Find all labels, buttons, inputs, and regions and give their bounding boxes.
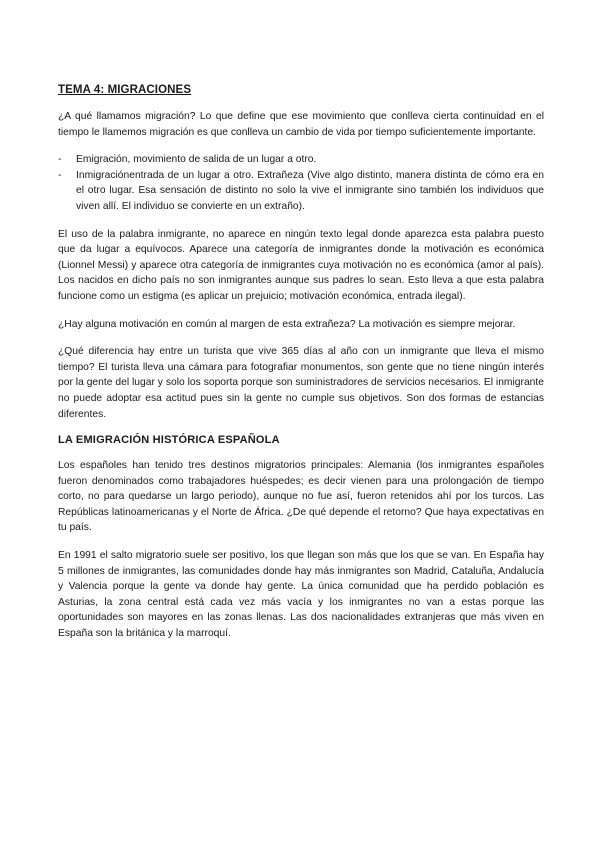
definitions-list (58, 152, 544, 214)
immigrant-term-paragraph: El uso de la palabra inmigrante, no aparece en ningún texto legal donde aparezca esta palabra puesto que da lugar a equívocos. Aparece una categoría de inmigrantes donde la motivación es económica (Lionnel Messi) y aparece otra categoría de inmigrantes cuya motivación no es económica (amor al país). Los nacidos en dicho país no son inmigrantes aunque sus padres lo sean. Esto lleva a que esta palabra funcione como un estigma (es aplicar un prejuicio; motivación económica, entrada ilegal). (58, 228, 544, 302)
intro-paragraph: ¿A qué llamamos migración? Lo que define que ese movimiento que conlleva cierta continuidad en el tiempo le llamemos migración es que conlleva un cambio de vida por tiempo suficientemente importante. (58, 111, 544, 138)
dash-marker: - (58, 154, 62, 166)
list-item-text: Inmigraciónentrada de un lugar a otro. Extrañeza (Vive algo distinto, manera distinta de cómo era en el otro lugar. Esa sensación de distinto no solo la vive el inmigrante sino también los individuos que viven allí. El individuo se convierte en un extraño). (76, 169, 544, 212)
list-item (58, 152, 544, 168)
tourist-paragraph: ¿Qué diferencia hay entre un turista que vive 365 días al año con un inmigrante que lleva el mismo tiempo? El turista lleva una cámara para fotografiar monumentos, son gente que no tiene ningún interés por la gente del lugar y solo los soporta porque son suministradores de servicios necesarios. El inmigrante no puede adoptar esa actitud pues sin la gente no cumple sus objetivos. Son dos formas de estancias diferentes. (58, 346, 544, 420)
section-heading: LA EMIGRACIÓN HISTÓRICA ESPAÑOLA (58, 434, 280, 447)
list-item-text: Emigración, movimiento de salida de un lugar a otro. (76, 154, 317, 166)
year-1991-paragraph: En 1991 el salto migratorio suele ser positivo, los que llegan son más que los que se van. En España hay 5 millones de inmigrantes, las comunidades donde hay más inmigrantes son Madrid, Cataluña, Andalucía y Valencia porque la gente va donde hay gente. La única comunidad que ha perdido población es Asturias, la zona central está cada vez más vacía y los inmigrantes no van a estas porque las oportunidades son mayores en las zonas llenas. Las dos nacionalidades extranjeras que más viven en España son la británica y la marroquí. (58, 550, 544, 640)
motivation-paragraph: ¿Hay alguna motivación en común al margen de esta extrañeza? La motivación es siempre mejorar. (58, 318, 516, 330)
destinations-paragraph: Los españoles han tenido tres destinos migratorios principales: Alemania (los inmigrantes españoles fueron denominados como trabajadores huéspedes; es decir vienen para una prolongación de tiempo corto, no para quedarse un largo periodo), aunque no fue así, fueron retenidos ahí por los turcos. Las Repúblicas latinoamericanas y el Norte de África. ¿De qué depende el retorno? Que haya expectativas en tu país. (58, 460, 544, 534)
document-page (58, 84, 544, 654)
dash-marker: - (58, 169, 62, 181)
list-item (58, 168, 544, 215)
page-title: TEMA 4: MIGRACIONES (58, 84, 192, 96)
